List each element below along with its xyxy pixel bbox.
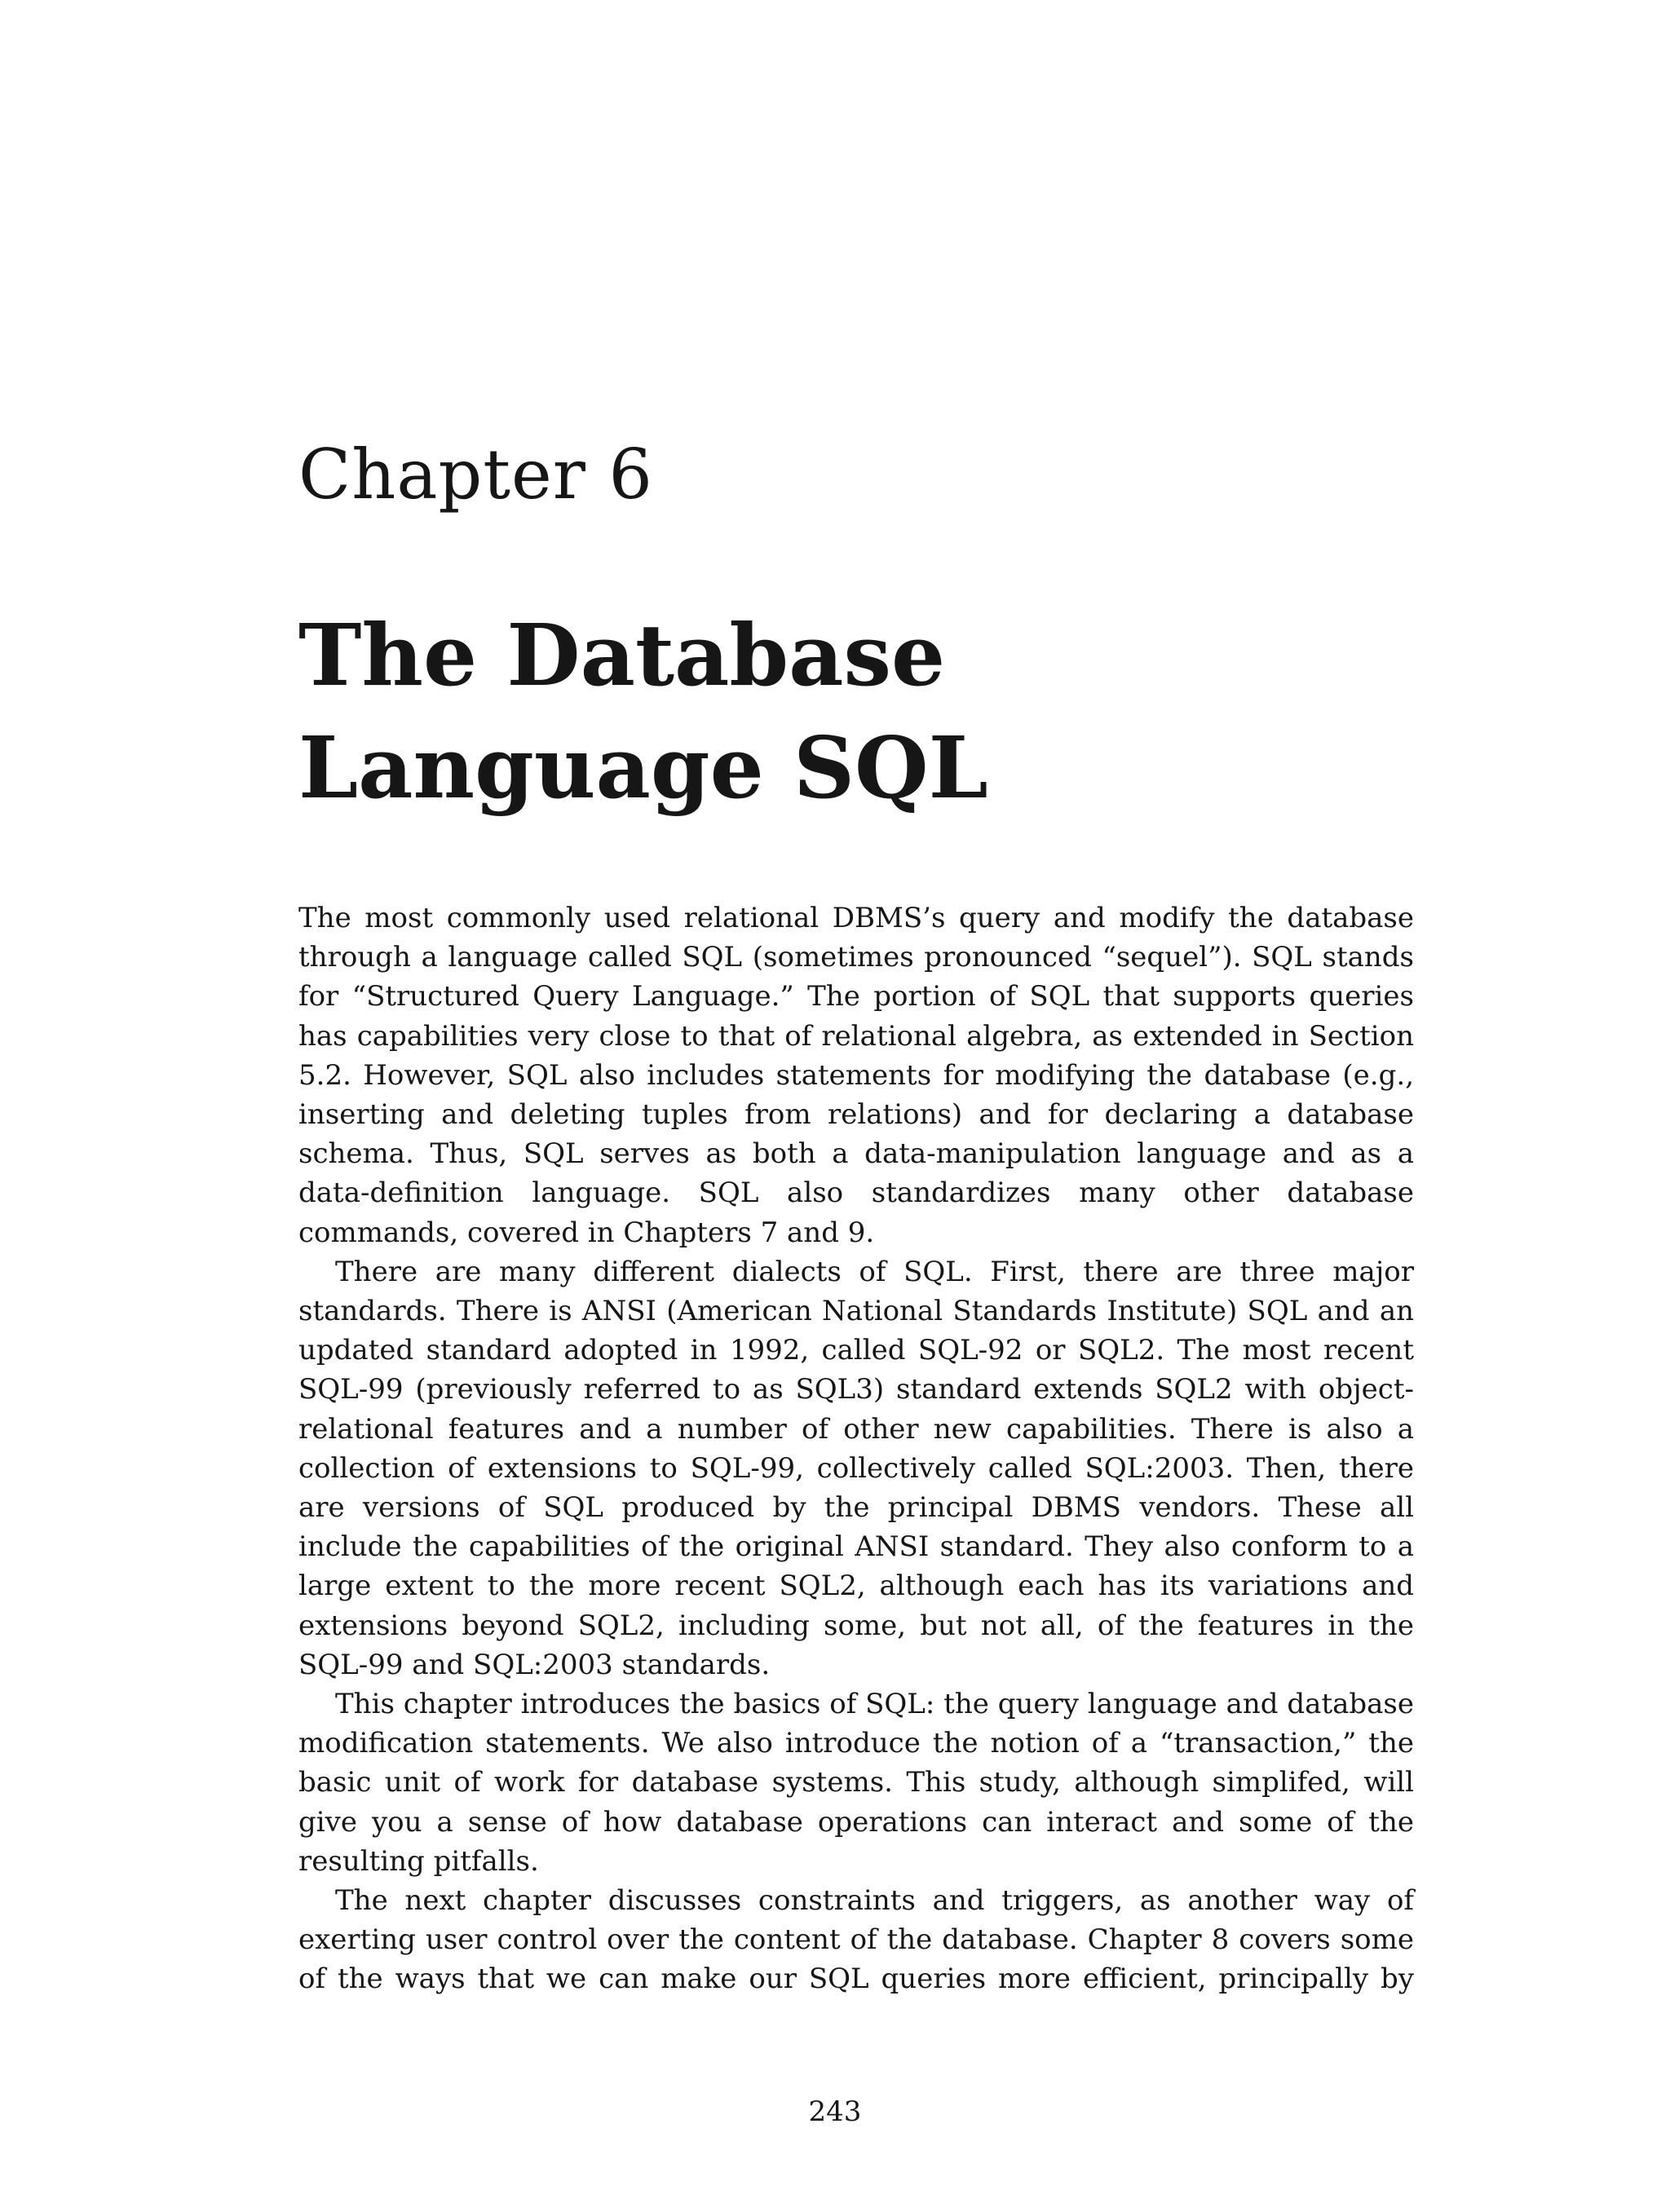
paragraph-next-chapter: The next chapter discusses constraints and triggers, as another way of exerting user control over the content of the database. Chapter 8 covers some of the ways that we can make our SQL queries more efficient, principally by (298, 1884, 1414, 1996)
chapter-label: Chapter 6 (298, 435, 653, 514)
paragraph-dialects: There are many different dialects of SQL. First, there are three major standards. There is ANSI (American National Standards Institute) SQL and an updated standard adopted in 1992, called SQL-92 or SQL2. The most recent SQL-99 (previously referred to as SQL3) standard extends SQL2 with object-relational features and a number of other new capabilities. There is also a collection of extensions to SQL-99, collectively called SQL:2003. Then, there are versions of SQL produced by the principal DBMS vendors. These all include the capabilities of the original ANSI standard. They also conform to a large extent to the more recent SQL2, although each has its variations and extensions beyond SQL2, including some, but not all, of the features in the SQL-99 and SQL:2003 standards. (298, 1255, 1414, 1681)
paragraph-intro: The most commonly used relational DBMS’s query and modify the database through a language called SQL (sometimes pronounced “sequel”). SQL stands for “Structured Query Language.” The portion of SQL that supports queries has capabilities very close to that of relational algebra, as extended in Section 5.2. However, SQL also includes statements for modifying the database (e.g., inserting and deleting tuples from relations) and for declaring a database schema. Thus, SQL serves as both a data-manipulation language and as a data-definition language. SQL also standardizes many other database commands, covered in Chapters 7 and 9. (298, 902, 1414, 1249)
page-number: 243 (808, 2095, 862, 2128)
chapter-body (298, 898, 1414, 1999)
chapter-title: The Database Language SQL (298, 605, 988, 819)
paragraph-chapter-overview: This chapter introduces the basics of SQL: the query language and database modification statements. We also introduce the notion of a “transaction,” the basic unit of work for database systems. This study, although simplifed, will give you a sense of how database operations can interact and some of the resulting pitfalls. (298, 1688, 1414, 1878)
